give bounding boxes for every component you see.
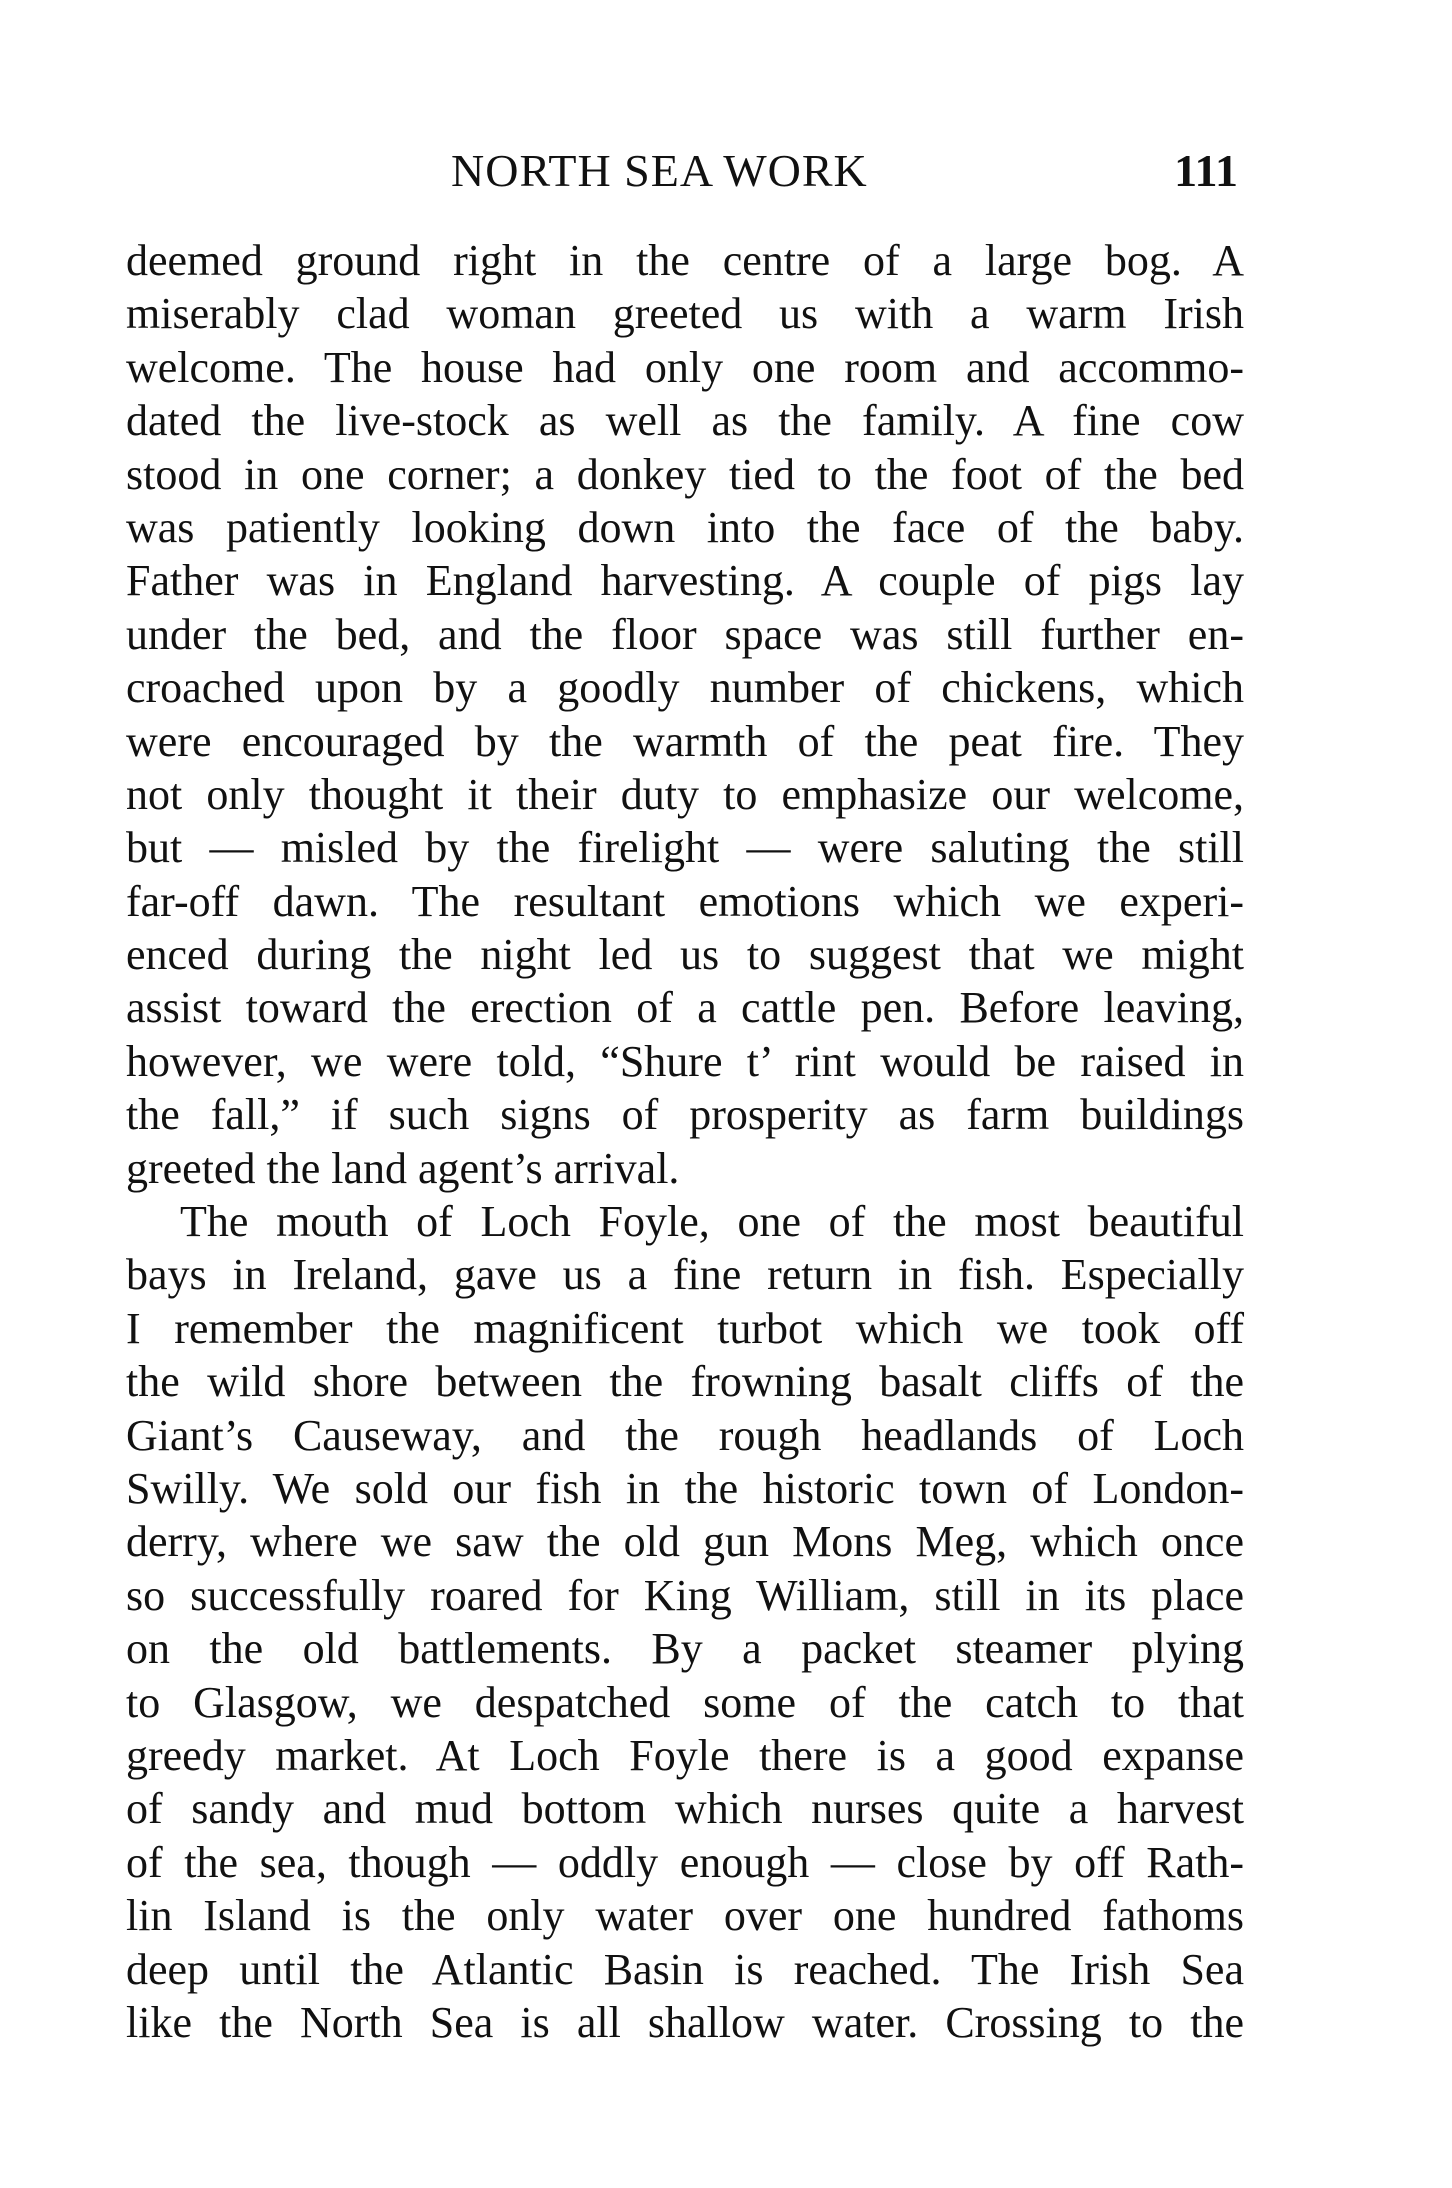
text-line: Giant’s Causeway, and the rough headlands of Loch: [126, 1410, 1244, 1460]
text-line: enced during the night led us to suggest that we might: [126, 930, 1244, 980]
chapter-title: NORTH SEA WORK: [451, 145, 868, 196]
text-line: were encouraged by the warmth of the peat fire. They: [126, 716, 1244, 766]
text-line: under the bed, and the floor space was still further en-: [126, 609, 1244, 659]
text-line: of sandy and mud bottom which nurses quite a harvest: [126, 1784, 1244, 1834]
text-line: Father was in England harvesting. A couple of pigs lay: [126, 556, 1244, 606]
text-line: of the sea, though — oddly enough — close by off Rath-: [126, 1837, 1244, 1887]
text-line: to Glasgow, we despatched some of the catch to that: [126, 1677, 1244, 1727]
text-line: lin Island is the only water over one hundred fathoms: [126, 1891, 1244, 1941]
text-line: I remember the magnificent turbot which we took off: [126, 1303, 1244, 1353]
paragraph-start-line: The mouth of Loch Foyle, one of the most beautiful: [180, 1197, 1244, 1247]
body-text: [126, 234, 1244, 2049]
text-line: derry, where we saw the old gun Mons Meg, which once: [126, 1517, 1244, 1567]
text-line: miserably clad woman greeted us with a warm Irish: [126, 289, 1244, 339]
text-line: deemed ground right in the centre of a large bog. A: [126, 236, 1244, 285]
text-line: croached upon by a goodly number of chickens, which: [126, 663, 1244, 713]
text-line: stood in one corner; a donkey tied to the foot of the bed: [126, 449, 1244, 499]
text-line: greedy market. At Loch Foyle there is a good expanse: [126, 1730, 1244, 1780]
text-line: deep until the Atlantic Basin is reached. The Irish Sea: [126, 1944, 1244, 1994]
text-line: assist toward the erection of a cattle pen. Before leaving,: [126, 983, 1244, 1033]
text-line: was patiently looking down into the face of the baby.: [126, 502, 1244, 552]
text-line: dated the live-stock as well as the family. A fine cow: [126, 396, 1244, 446]
text-line: bays in Ireland, gave us a fine return in fish. Especially: [126, 1250, 1244, 1300]
text-line: far-off dawn. The resultant emotions which we experi-: [126, 876, 1244, 926]
text-line: so successfully roared for King William, still in its place: [126, 1570, 1244, 1620]
text-line: greeted the land agent’s arrival.: [126, 1143, 680, 1193]
text-line: however, we were told, “Shure t’ rint would be raised in: [126, 1036, 1244, 1086]
text-line: on the old battlements. By a packet steamer plying: [126, 1624, 1244, 1674]
text-line: but — misled by the firelight — were saluting the still: [126, 823, 1244, 873]
text-line: the fall,” if such signs of prosperity as farm buildings: [126, 1090, 1244, 1140]
page-number: 111: [1174, 145, 1238, 196]
text-line: the wild shore between the frowning basalt cliffs of the: [126, 1357, 1244, 1407]
text-line: like the North Sea is all shallow water. Crossing to the: [126, 1997, 1244, 2047]
text-line: not only thought it their duty to emphasize our welcome,: [126, 769, 1244, 819]
text-line: welcome. The house had only one room and accommo-: [126, 342, 1244, 392]
running-head: [126, 143, 1238, 199]
text-line: Swilly. We sold our fish in the historic town of London-: [126, 1463, 1244, 1513]
